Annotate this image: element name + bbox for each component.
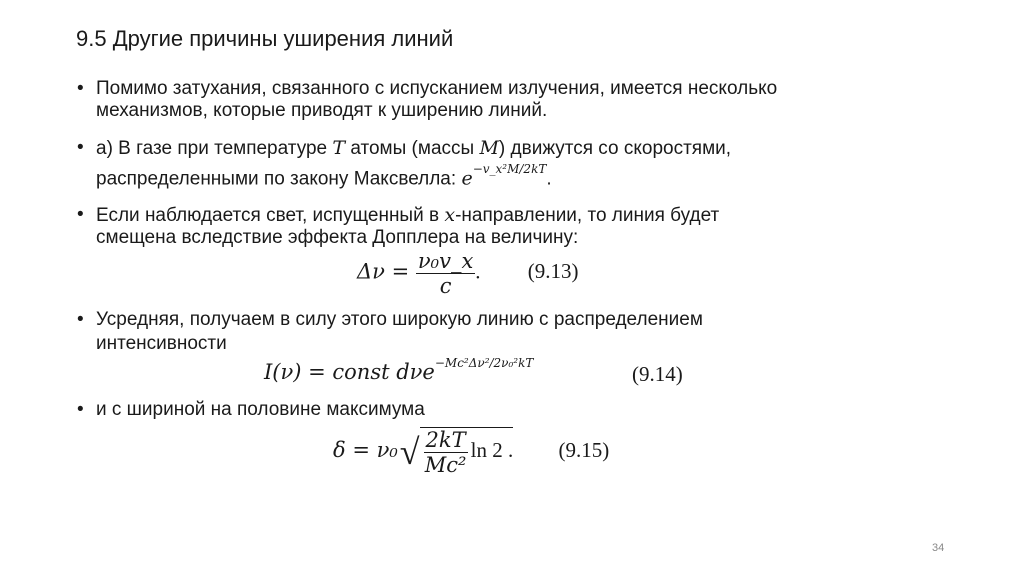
text: -направлении, то линия будет — [455, 205, 720, 226]
formula-9-14 — [264, 356, 534, 385]
math-x: x — [444, 204, 456, 226]
bullet-icon: • — [77, 309, 84, 330]
fraction-numerator: ν₀v_x — [417, 249, 474, 273]
bullet-3-line-1 — [96, 204, 719, 227]
formula-exponent: −Mc²Δν²/2ν₀²kT — [434, 356, 534, 370]
bullet-icon: • — [77, 78, 84, 99]
formula-9-13 — [357, 249, 579, 298]
text: . — [546, 168, 552, 190]
bullet-2-line-1 — [96, 137, 731, 160]
equation-number: (9.15) — [558, 437, 610, 462]
fraction-denominator: Mc² — [424, 453, 467, 477]
text: распределенными по закону Максвелла: — [96, 168, 462, 190]
bullet-1-line-1: Помимо затухания, связанного с испусканием излучения, имеется несколько — [96, 78, 778, 99]
text: ln 2 . — [470, 438, 514, 463]
math-T: T — [332, 137, 346, 159]
text: Если наблюдается свет, испущенный в — [96, 205, 445, 226]
formula-lhs: I(ν) = const dνe — [264, 360, 435, 384]
equation-number: (9.14) — [632, 362, 683, 386]
text: . — [475, 259, 481, 284]
bullet-1-line-2: механизмов, которые приводят к уширению линий. — [96, 100, 548, 121]
bullet-3-line-2: смещена вследствие эффекта Допплера на величину: — [96, 227, 579, 248]
bullet-5-line-1: и с шириной на половине максимума — [96, 399, 425, 420]
bullet-icon: • — [77, 137, 84, 158]
text: а) В газе при температуре — [96, 138, 333, 159]
bullet-2-line-2 — [96, 162, 552, 190]
bullet-icon: • — [77, 399, 84, 420]
slide-title: 9.5 Другие причины уширения линий — [76, 26, 454, 51]
formula-lhs: Δν = — [357, 259, 416, 284]
text: атомы (массы — [345, 138, 480, 159]
page-number: 34 — [932, 542, 945, 554]
sqrt-sign-icon: √ — [399, 432, 420, 472]
math-exponent: −v_x²M/2kT — [472, 162, 547, 176]
formula-lhs: δ = ν₀ — [333, 437, 398, 462]
bullet-4-line-2: интенсивности — [96, 333, 227, 354]
bullet-4-line-1: Усредняя, получаем в силу этого широкую линию с распределением — [96, 309, 703, 330]
text: ) движутся со скоростями, — [498, 138, 732, 159]
fraction-denominator: c — [439, 274, 452, 298]
bullet-icon: • — [77, 204, 84, 225]
formula-9-15 — [333, 427, 609, 477]
math-M: M — [479, 137, 499, 159]
fraction-numerator: 2kT — [425, 428, 466, 452]
math-e: e — [461, 167, 473, 190]
equation-number: (9.13) — [527, 259, 579, 284]
